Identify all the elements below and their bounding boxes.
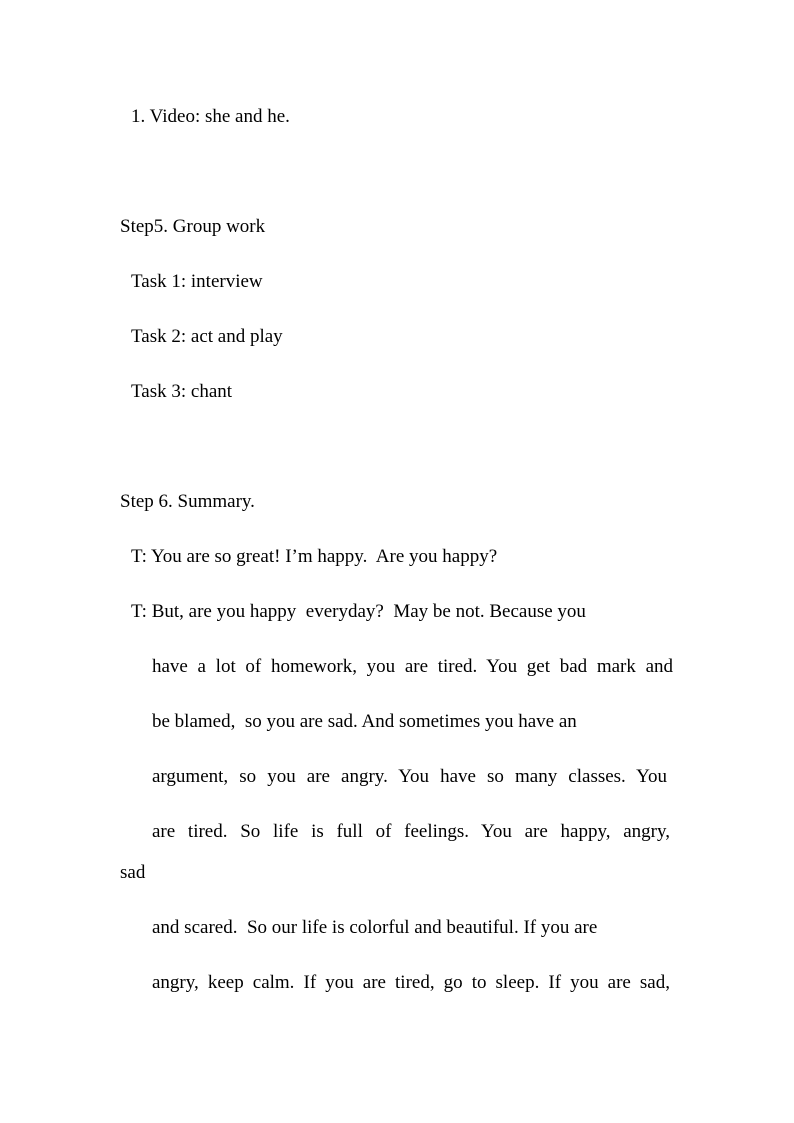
summary-line-8: angry, keep calm. If you are tired, go to sleep. If you are sad, xyxy=(152,972,670,993)
summary-line-5: argument, so you are angry. You have so many classes. You xyxy=(152,766,667,787)
summary-line-6: are tired. So life is full of feelings. You are happy, angry, xyxy=(152,821,670,842)
video-item: 1. Video: she and he. xyxy=(131,106,290,127)
step6-heading: Step 6. Summary. xyxy=(120,491,255,512)
summary-line-2: T: But, are you happy everyday? May be not. Because you xyxy=(131,601,586,622)
task-item-2: Task 2: act and play xyxy=(131,326,283,347)
summary-line-3: have a lot of homework, you are tired. You get bad mark and xyxy=(152,656,673,677)
summary-line-4: be blamed, so you are sad. And sometimes you have an xyxy=(152,711,577,732)
summary-line-7: and scared. So our life is colorful and beautiful. If you are xyxy=(152,917,598,938)
task-item-1: Task 1: interview xyxy=(131,271,263,292)
task-item-3: Task 3: chant xyxy=(131,381,233,402)
step5-heading: Step5. Group work xyxy=(120,216,266,237)
summary-line-1: T: You are so great! I’m happy. Are you happy? xyxy=(131,546,498,567)
summary-line-6-wrap: sad xyxy=(120,862,146,883)
